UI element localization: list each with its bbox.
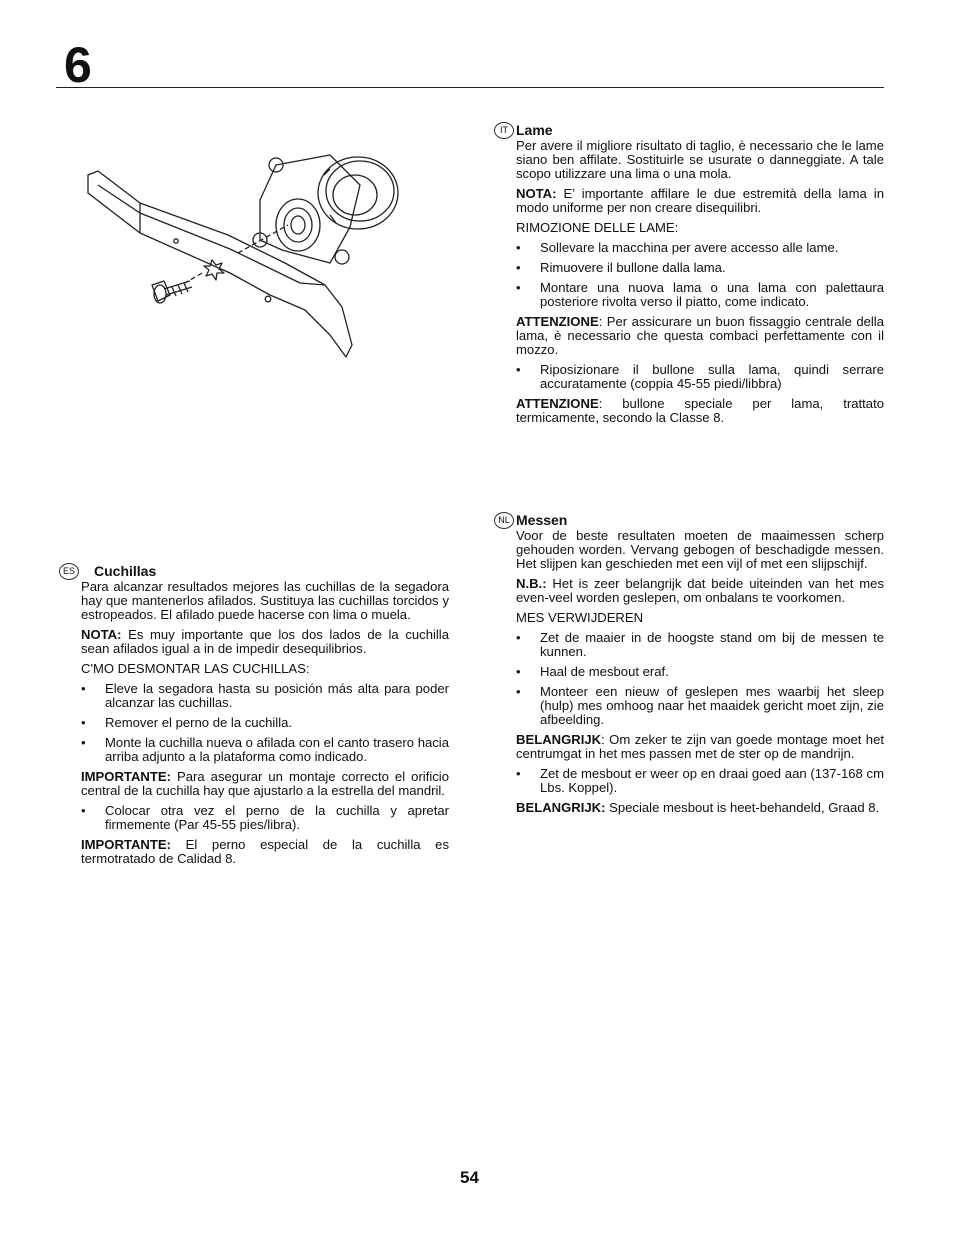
important-label: BELANGRIJK	[516, 732, 602, 747]
warning-text: : bullone speciale per lama, trattato termicamente, secondo la Classe 8.	[516, 396, 884, 425]
list-item: • Zet de maaier in de hoogste stand om bij de messen te kunnen.	[516, 631, 884, 659]
note-paragraph	[516, 187, 884, 215]
language-badge: ES	[59, 563, 79, 580]
chapter-number: 6	[64, 37, 92, 93]
intro-paragraph: Per avere il migliore risultato di taglio, è necessario che le lame siano ben affilate. Sostituirle se usurate o danneggiate. A tale scopo utilizzare una lima o una mola.	[516, 138, 884, 181]
section-it	[500, 122, 884, 431]
note-paragraph	[516, 577, 884, 605]
blade-assembly-illustration	[80, 145, 410, 370]
page-number: 54	[460, 1168, 479, 1187]
note-label: N.B.:	[516, 576, 547, 591]
list-item: • Monteer een nieuw of geslepen mes waarbij het sleep (hulp) mes omhoog naar het maaidek gericht moet zijn, zie afbeelding.	[516, 685, 884, 727]
step-list	[81, 682, 449, 764]
section-heading	[498, 512, 884, 528]
list-item: • Colocar otra vez el perno de la cuchilla y apretar firmemente (Par 45-55 pies/libra).	[81, 804, 449, 832]
section-title: Messen	[516, 512, 568, 528]
important-paragraph	[516, 733, 884, 761]
note-text: Es muy importante que los dos lados de la cuchilla sean afilados igual a in de impedir desequilibrios.	[81, 627, 449, 656]
important-text: Para asegurar un montaje correcto el orificio central de la cuchilla hay que ajustarlo a la estrella del mandril.	[81, 769, 449, 798]
note-label: NOTA:	[516, 186, 557, 201]
header-rule	[56, 87, 884, 88]
step-list	[81, 804, 449, 832]
intro-paragraph: Para alcanzar resultados mejores las cuchillas de la segadora hay que mantenerlos afilados. Sustituya las cuchillas torcidos y estropeados. El afilado puede hacerse con lima o muela.	[81, 579, 449, 622]
language-badge: IT	[494, 122, 514, 139]
note-text: E’ importante affilare le due estremità della lama in modo uniforme per non creare disequilibri.	[516, 186, 884, 215]
section-heading	[500, 122, 884, 138]
warning-paragraph	[516, 315, 884, 357]
important-label: IMPORTANTE:	[81, 769, 171, 784]
step-list	[516, 767, 884, 795]
important-paragraph	[516, 801, 884, 815]
warning-text: : Per assicurare un buon fissaggio centrale della lama, è necessario che questa combaci perfettamente con il mozzo.	[516, 314, 884, 357]
important-label: BELANGRIJK:	[516, 800, 606, 815]
subheading: C'MO DESMONTAR LAS CUCHILLAS:	[81, 661, 310, 676]
subheading: RIMOZIONE DELLE LAME:	[516, 220, 679, 235]
intro-paragraph: Voor de beste resultaten moeten de maaimessen scherp gehouden worden. Vervang gebogen of beschadigde messen. Het slijpen kan geschieden met een vijl of met een slijpschijf.	[516, 528, 884, 571]
warning-label: ATTENZIONE	[516, 396, 599, 411]
step-list	[516, 631, 884, 727]
note-label: NOTA:	[81, 627, 122, 642]
important-paragraph	[81, 770, 449, 798]
important-text: Speciale mesbout is heet-behandeld, Graad 8.	[605, 800, 880, 815]
important-label: IMPORTANTE:	[81, 837, 171, 852]
note-paragraph	[81, 628, 449, 656]
important-paragraph	[81, 838, 449, 866]
section-es	[62, 563, 449, 872]
note-text: Het is zeer belangrijk dat beide uiteinden van het mes even-veel worden geslepen, om onbalans te voorkomen.	[516, 576, 884, 605]
list-item: • Haal de mesbout eraf.	[516, 665, 884, 679]
section-title: Cuchillas	[94, 563, 157, 579]
list-item: • Montare una nuova lama o una lama con palettaura posteriore rivolta verso il piatto, come indicato.	[516, 281, 884, 309]
language-badge: NL	[494, 512, 514, 529]
important-text: : Om zeker te zijn van goede montage moet het centrumgat in het mes passen met de ster op de mandrijn.	[516, 732, 884, 761]
list-item: • Rimuovere il bullone dalla lama.	[516, 261, 884, 275]
section-title: Lame	[516, 122, 553, 138]
list-item: • Remover el perno de la cuchilla.	[81, 716, 449, 730]
step-list	[516, 241, 884, 309]
subheading: MES VERWIJDEREN	[516, 610, 644, 625]
list-item: • Monte la cuchilla nueva o afilada con el canto trasero hacia arriba adjunto a la plataforma como indicado.	[81, 736, 449, 764]
step-list	[516, 363, 884, 391]
list-item: • Zet de mesbout er weer op en draai goed aan (137-168 cm Lbs. Koppel).	[516, 767, 884, 795]
section-nl	[498, 512, 884, 821]
important-text: El perno especial de la cuchilla es termotratado de Calidad 8.	[81, 837, 449, 866]
list-item: • Eleve la segadora hasta su posición más alta para poder alcanzar las cuchillas.	[81, 682, 449, 710]
warning-label: ATTENZIONE	[516, 314, 599, 329]
warning-paragraph	[516, 397, 884, 425]
list-item: • Sollevare la macchina per avere accesso alle lame.	[516, 241, 884, 255]
list-item: • Riposizionare il bullone sulla lama, quindi serrare accuratamente (coppia 45-55 piedi/libbra)	[516, 363, 884, 391]
section-heading	[62, 563, 449, 579]
